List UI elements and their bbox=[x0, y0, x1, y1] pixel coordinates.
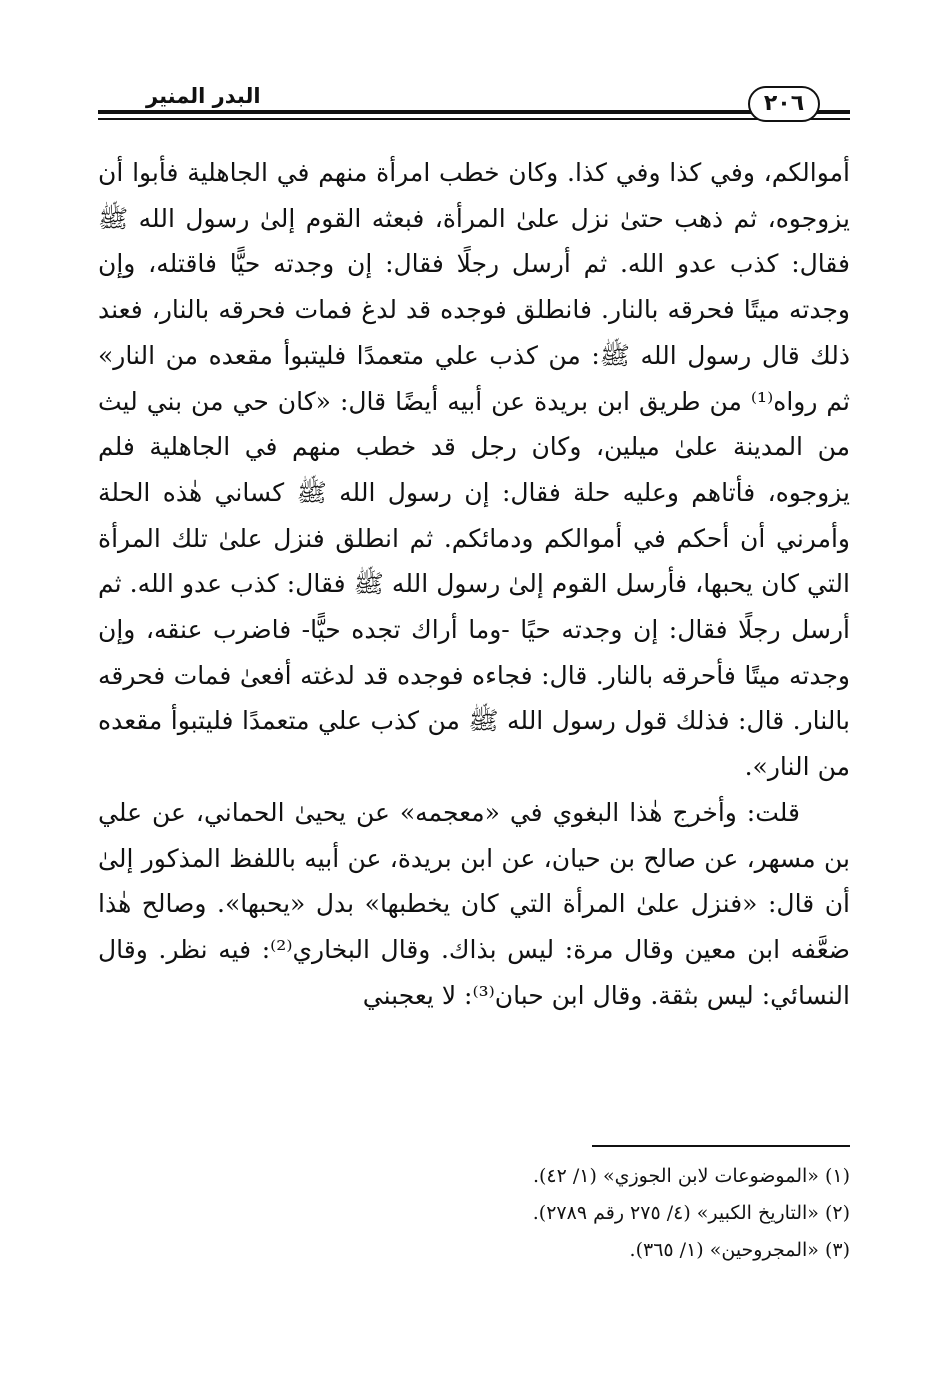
running-title: البدر المنير bbox=[138, 84, 269, 108]
paragraph: أموالكم، وفي كذا وفي كذا. وكان خطب امرأة منهم في الجاهلية فأبوا أن يزوجوه، ثم ذهب حتىٰ نزل علىٰ المرأة، فبعثه القوم إلىٰ رسول الله ﷺ فقال: كذب عدو الله. ثم أرسل رجلًا فقال: إن وجدته حيًّا فاقتله، وإن وجدته ميتًا فحرقه بالنار. فانطلق فوجده قد لدغ فمات فحرقه بالنار، فعند ذلك قال رسول الله ﷺ: من كذب علي متعمدًا فليتبوأ مقعده من النار» ثم رواه⁽¹⁾ من طريق ابن بريدة عن أبيه أيضًا قال: «كان حي من بني ليث من المدينة علىٰ ميلين، وكان رجل قد خطب منهم في الجاهلية فلم يزوجوه، فأتاهم وعليه حلة فقال: إن رسول الله ﷺ كساني هٰذه الحلة وأمرني أن أحكم في أموالكم ودمائكم. ثم انطلق فنزل علىٰ تلك المرأة التي كان يحبها، فأرسل القوم إلىٰ رسول الله ﷺ فقال: كذب عدو الله. ثم أرسل رجلًا فقال: إن وجدته حيًا -وما أراك تجده حيًّا- فاضرب عنقه، وإن وجدته ميتًا فأحرقه بالنار. قال: فجاءه فوجده قد لدغته أفعىٰ فمات فحرقه بالنار. قال: فذلك قول رسول الله ﷺ من كذب علي متعمدًا فليتبوأ مقعده من النار». bbox=[98, 158, 851, 782]
footnote-separator bbox=[592, 1145, 850, 1147]
footnote-1: (١) «الموضوعات لابن الجوزي» (١/ ٤٢). bbox=[532, 1165, 850, 1187]
footnote-3: (٣) «المجروحين» (١/ ٣٦٥). bbox=[629, 1239, 850, 1261]
footnote-2: (٢) «التاريخ الكبير» (٤/ ٢٧٥ رقم ٢٧٨٩). bbox=[532, 1202, 850, 1224]
main-text bbox=[98, 150, 850, 1018]
paragraph: قلت: وأخرج هٰذا البغوي في «معجمه» عن يحيىٰ الحماني، عن علي بن مسهر، عن صالح بن حيان، عن ابن بريدة، عن أبيه باللفظ المذكور إلىٰ أن قال: «فنزل علىٰ المرأة التي كان يخطبها» بدل «يحبها». وصالح هٰذا ضعَّفه ابن معين وقال مرة: ليس بذاك. وقال البخاري⁽²⁾: فيه نظر. وقال النسائي: ليس بثقة. وقال ابن حبان⁽³⁾: لا يعجبني bbox=[98, 797, 850, 1010]
header-rule-thick bbox=[98, 110, 850, 114]
page-number: ٢٠٦ bbox=[748, 86, 820, 122]
header-rule-thin bbox=[98, 118, 850, 120]
running-header bbox=[98, 82, 850, 128]
footnotes bbox=[350, 1158, 850, 1269]
